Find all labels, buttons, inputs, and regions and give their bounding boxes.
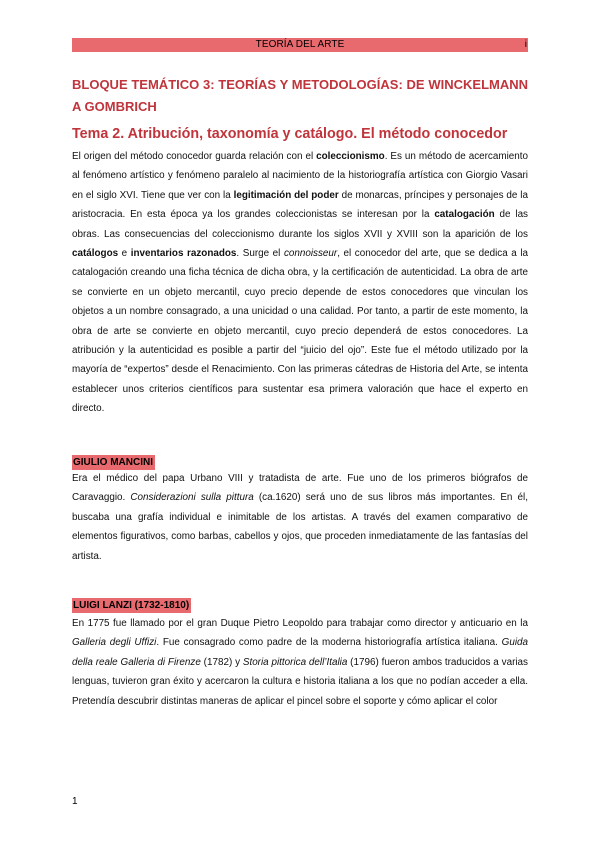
text-run: (1782) y (200, 656, 243, 668)
italic-title: Galleria degli Uffizi (72, 637, 157, 649)
theme-title: Tema 2. Atribución, taxonomía y catálogo. El método conocedor (72, 126, 508, 142)
text-run: . Surge el (236, 248, 284, 260)
italic-title: Considerazioni sulla pittura (130, 492, 254, 504)
text-run: . Es un método de acercamiento al fenómeno artístico y fenómeno paralelo al nacimiento de la historiografía artística con Giorgio Vasari en el siglo XVI. Tiene que ver con la (72, 151, 529, 201)
header-mark: i (524, 39, 527, 50)
italic-term: connoisseur (283, 248, 338, 260)
bold-term: catalogación (434, 209, 495, 221)
section-label-lanzi: LUIGI LANZI (1732-1810) (73, 600, 190, 611)
text-run: (ca.1620) será uno de sus libros más importantes. En él, buscaba una grafía individual e inimitable de los artistas. A través del examen comparativo de elementos figurativos, como barbas, cabellos y ojos, que proceden inmediatamente de las fantasías del artista. (72, 492, 528, 562)
section-label-mancini: GIULIO MANCINI (73, 457, 153, 468)
block-title: BLOQUE TEMÁTICO 3: TEORÍAS Y METODOLOGÍAS: DE WINCKELMANN A GOMBRICH (72, 77, 528, 114)
text-run: Era el médico del papa Urbano VIII y tratadista de arte. Fue uno de los primeros biógrafos de Caravaggio. (72, 473, 528, 504)
text-run: , el conocedor del arte, que se dedica a la catalogación creando una ficha técnica de dicha obra, y la certificación de autenticidad. La obra de arte se convierte en un objeto mercantil, cuyo precio depende de estos conocedores que vinculan los objetos a un nombre consagrado, a una unicidad o una calidad. Por tanto, a partir de este momento, la obra de arte se convierte en objeto mercantil, cuyo precio dependerá de estos conocedores. La atribución y la autenticidad es posible a partir del “juicio del ojo”. Este fue el método utilizado por la mayoría de “expertos” desde el Renacimiento. Con las primeras cátedras de Historia del Arte, se intenta establecer unos criterios científicos para sustentar esa primera valoración que hace el experto en directo. (72, 248, 529, 415)
bold-term: coleccionismo (316, 151, 385, 162)
text-run: (1796) fueron ambos traducidos a varias lenguas, tuvieron gran éxito y acercaron la cultura e historia italiana a los que no podían acceder a ella. Pretendía descubrir distintas maneras de aplicar el pincel sobre el soporte y cómo aplicar el color (72, 656, 528, 707)
text-run: En 1775 fue llamado por el gran Duque Pietro Leopoldo para trabajar como director y anticuario en la (72, 618, 528, 629)
header-bar (72, 38, 528, 52)
mancini-paragraph (72, 469, 528, 566)
bold-term: catálogos (72, 248, 119, 260)
page-number: 1 (72, 796, 78, 807)
text-run: . Fue consagrado como padre de la moderna historiografía artística italiana. (156, 637, 502, 649)
text-run: e (118, 248, 131, 260)
text-run: de las obras. Las consecuencias del coleccionismo durante los siglos XVII y XVIII son la aparición de los (72, 209, 528, 240)
italic-title: Storia pittorica dell’Italia (242, 656, 348, 668)
lanzi-paragraph (72, 614, 528, 711)
text-run: de monarcas, príncipes y personajes de la aristocracia. En esta época ya los grandes coleccionistas se interesan por la (72, 189, 528, 221)
bold-term: inventarios razonados (130, 248, 237, 260)
header-title: TEORÍA DEL ARTE (255, 39, 345, 50)
intro-paragraph (72, 147, 528, 419)
bold-term: legitimación del poder (233, 189, 339, 201)
text-run: El origen del método conocedor guarda relación con el (72, 151, 317, 162)
italic-title: Guida della reale Galleria di Firenze (72, 637, 528, 668)
